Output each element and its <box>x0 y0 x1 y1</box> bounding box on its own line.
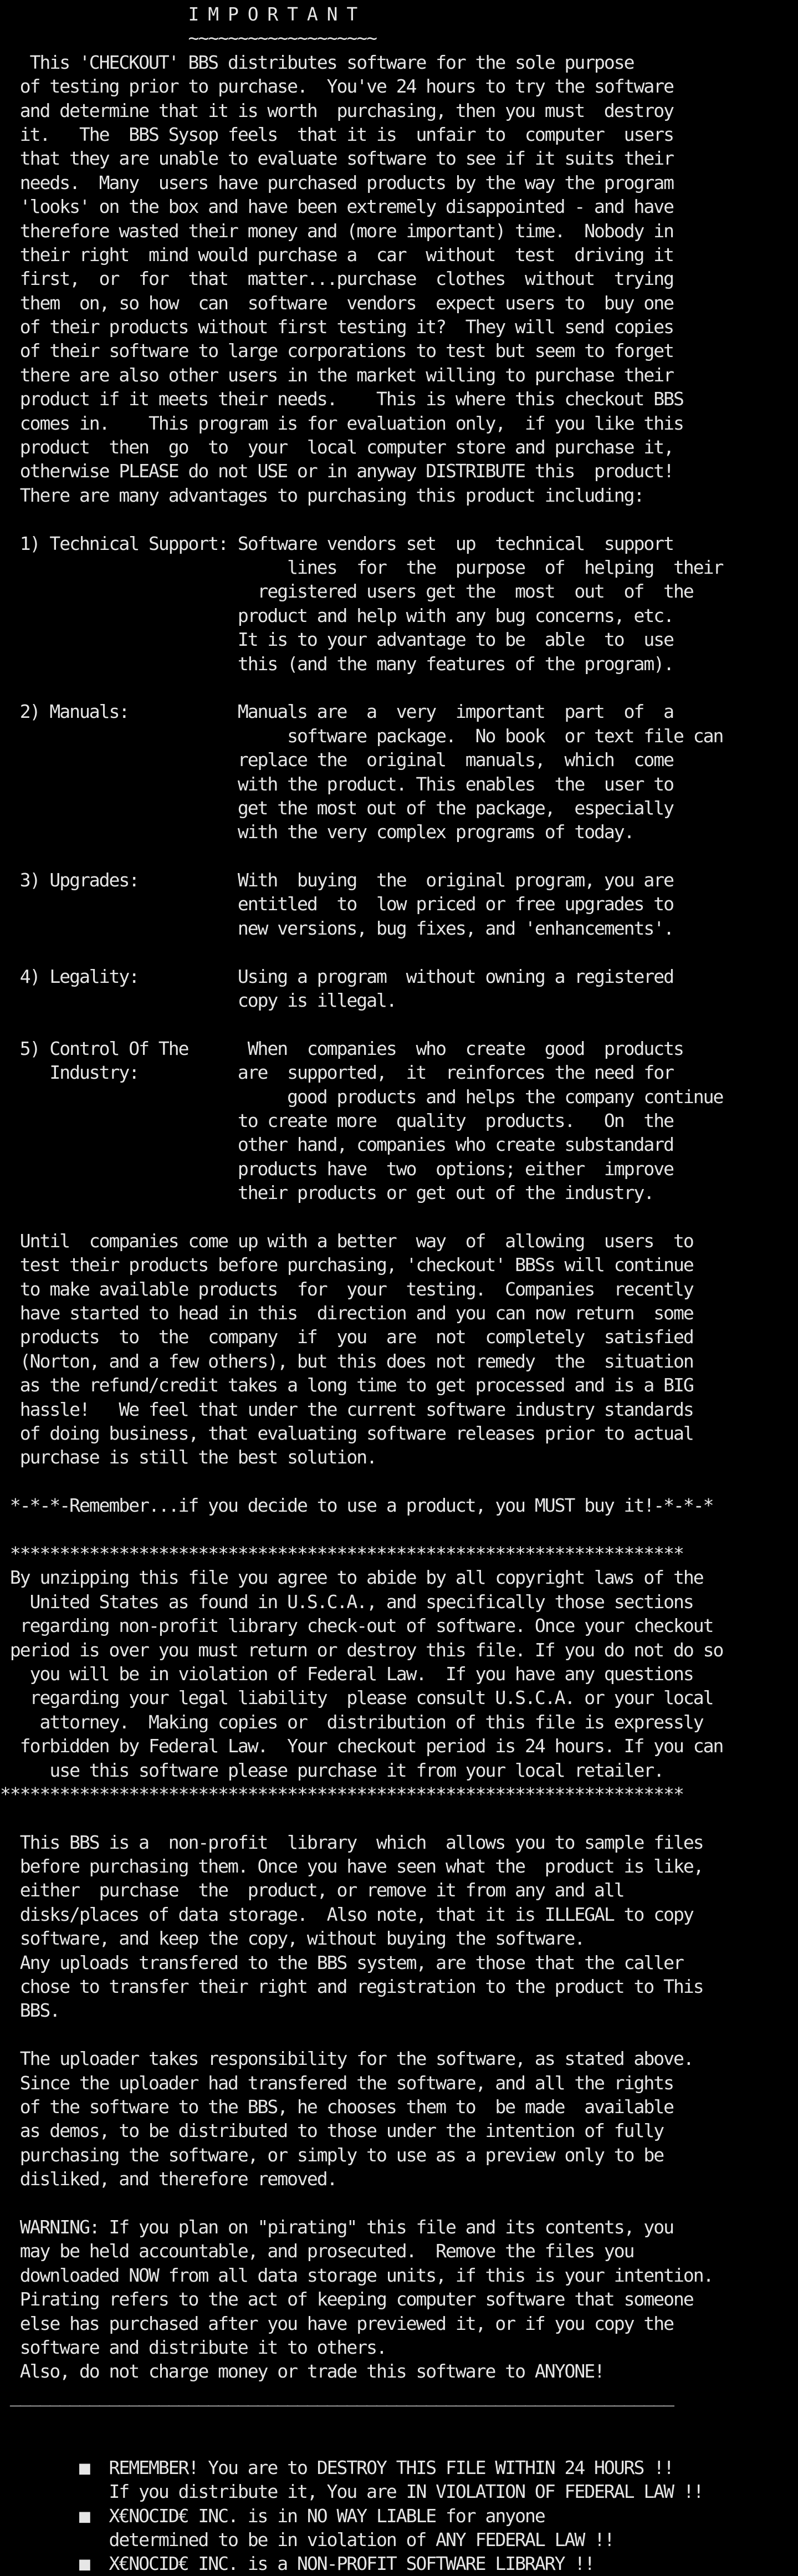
notice-line: to create more quality products. On the <box>0 1109 674 1131</box>
notice-line: (Norton, and a few others), but this does not remedy the situation <box>0 1350 693 1372</box>
notice-line: period is over you must return or destroy this file. If you do not do so <box>0 1639 723 1661</box>
notice-line: 4) Legality: Using a program without owning a registered <box>0 965 674 987</box>
notice-line: determined to be in violation of ANY FEDERAL LAW !! <box>0 2529 614 2551</box>
notice-line: This 'CHECKOUT' BBS distributes software for the sole purpose <box>0 51 634 73</box>
notice-line: get the most out of the package, especially <box>0 797 674 819</box>
notice-line: This BBS is a non-profit library which allows you to sample files <box>0 1831 703 1853</box>
notice-line: ******************************************************************** <box>0 1543 683 1564</box>
notice-line: of their products without first testing it? They will send copies <box>0 316 674 338</box>
notice-line: test their products before purchasing, 'checkout' BBSs will continue <box>0 1254 693 1276</box>
notice-line: ********************************************************************* <box>0 1783 683 1805</box>
notice-line: that they are unable to evaluate software to see if it suits their <box>0 147 674 170</box>
notice-line: purchasing the software, or simply to use as a preview only to be <box>0 2144 664 2166</box>
notice-line: chose to transfer their right and registration to the product to This <box>0 1976 703 1998</box>
notice-line: Any uploads transfered to the BBS system, are those that the caller <box>0 1951 683 1973</box>
notice-line <box>0 507 798 531</box>
notice-line: either purchase the product, or remove it from any and all <box>0 1879 624 1901</box>
notice-line: use this software please purchase it from your local retailer. <box>0 1759 664 1781</box>
notice-line: of doing business, that evaluating software releases prior to actual <box>0 1422 693 1445</box>
notice-line: as demos, to be distributed to those under the intention of fully <box>0 2120 664 2142</box>
notice-line: The uploader takes responsibility for the software, as stated above. <box>0 2048 693 2070</box>
notice-line: otherwise PLEASE do not USE or in anyway DISTRIBUTE this product! <box>0 460 674 482</box>
notice-line: them on, so how can software vendors expect users to buy one <box>0 292 674 314</box>
notice-line <box>0 2431 798 2455</box>
notice-line <box>0 1518 798 1542</box>
notice-line: 2) Manuals: Manuals are a very important part of a <box>0 701 674 723</box>
notice-line: By unzipping this file you agree to abide by all copyright laws of the <box>0 1567 703 1589</box>
notice-line: Also, do not charge money or trade this software to ANYONE! <box>0 2360 604 2383</box>
notice-line: replace the original manuals, which come <box>0 749 674 771</box>
notice-line: lines for the purpose of helping their <box>0 556 723 578</box>
notice-line: downloaded NOW from all data storage units, if this is your intention. <box>0 2264 713 2286</box>
notice-line: products have two options; either improve <box>0 1157 674 1180</box>
notice-line: product then go to your local computer store and purchase it, <box>0 436 674 458</box>
notice-line: of the software to the BBS, he chooses them to be made available <box>0 2095 674 2118</box>
notice-line: *-*-*-Remember...if you decide to use a product, you MUST buy it!-*-*-* <box>0 1494 713 1517</box>
notice-line: ■ X€NOCID€ INC. is a NON-PROFIT SOFTWARE LIBRARY !! <box>0 2553 595 2575</box>
notice-line: their products or get out of the industry. <box>0 1182 654 1204</box>
notice-line: with the product. This enables the user to <box>0 773 674 795</box>
notice-line: to make available products for your testing. Companies recently <box>0 1278 693 1300</box>
notice-line: their right mind would purchase a car without test driving it <box>0 243 674 266</box>
notice-line: hassle! We feel that under the current software industry standards <box>0 1398 693 1420</box>
notice-line: 3) Upgrades: With buying the original program, you are <box>0 869 674 891</box>
notice-line: entitled to low priced or free upgrades to <box>0 893 674 915</box>
notice-line <box>0 1470 798 1493</box>
notice-line: Until companies come up with a better way of allowing users to <box>0 1230 693 1252</box>
notice-line: have started to head in this direction and you can now return some <box>0 1302 693 1324</box>
notice-line: there are also other users in the market willing to purchase their <box>0 364 674 386</box>
notice-line: it. The BBS Sysop feels that it is unfair to computer users <box>0 123 674 145</box>
notice-line: WARNING: If you plan on "pirating" this file and its contents, you <box>0 2216 674 2238</box>
notice-line: registered users get the most out of the <box>0 580 693 603</box>
notice-line <box>0 844 798 868</box>
notice-line: disks/places of data storage. Also note, that it is ILLEGAL to copy <box>0 1903 693 1925</box>
notice-line <box>0 1806 798 1830</box>
notice-line: regarding non-profit library check-out of software. Once your checkout <box>0 1615 713 1637</box>
notice-line: forbidden by Federal Law. Your checkout period is 24 hours. If you can <box>0 1735 723 1757</box>
notice-line: regarding your legal liability please consult U.S.C.A. or your local <box>0 1687 713 1709</box>
notice-line: product and help with any bug concerns, etc. <box>0 604 674 626</box>
notice-line: as the refund/credit takes a long time to get processed and is a BIG <box>0 1374 693 1396</box>
notice-line: United States as found in U.S.C.A., and specifically those sections <box>0 1590 693 1613</box>
notice-line <box>0 940 798 964</box>
notice-line: ___________________________________________________________________ <box>0 2384 674 2406</box>
notice-line <box>0 2191 798 2215</box>
notice-line: ~~~~~~~~~~~~~~~~~~~ <box>0 27 376 49</box>
notice-line: needs. Many users have purchased products by the way the program <box>0 171 674 193</box>
notice-line: There are many advantages to purchasing this product including: <box>0 484 644 506</box>
notice-line: product if it meets their needs. This is where this checkout BBS <box>0 388 683 410</box>
bbs-notice-document <box>0 2 798 2575</box>
notice-line <box>0 2023 798 2047</box>
notice-line: disliked, and therefore removed. <box>0 2168 337 2190</box>
notice-line: Industry: are supported, it reinforces the need for <box>0 1062 674 1084</box>
notice-line: therefore wasted their money and (more important) time. Nobody in <box>0 220 674 242</box>
notice-line: may be held accountable, and prosecuted. Remove the files you <box>0 2240 634 2262</box>
notice-line: Pirating refers to the act of keeping computer software that someone <box>0 2288 693 2310</box>
notice-line: purchase is still the best solution. <box>0 1446 376 1468</box>
notice-line: software and distribute it to others. <box>0 2336 386 2358</box>
notice-line <box>0 2407 798 2431</box>
notice-line: good products and helps the company continue <box>0 1085 723 1108</box>
notice-line: with the very complex programs of today. <box>0 821 634 843</box>
notice-line: If you distribute it, You are IN VIOLATION OF FEDERAL LAW !! <box>0 2481 703 2503</box>
notice-line: BBS. <box>0 1999 60 2022</box>
notice-line: products to the company if you are not completely satisfied <box>0 1326 693 1348</box>
notice-line: this (and the many features of the program). <box>0 652 674 675</box>
notice-line: software, and keep the copy, without buying the software. <box>0 1927 585 1950</box>
notice-line: comes in. This program is for evaluation only, if you like this <box>0 412 683 434</box>
notice-line: 1) Technical Support: Software vendors set up technical support <box>0 532 674 554</box>
notice-line: first, or for that matter...purchase clothes without trying <box>0 268 674 290</box>
notice-line: new versions, bug fixes, and 'enhancements'. <box>0 917 674 939</box>
notice-line: and determine that it is worth purchasing, then you must destroy <box>0 99 674 121</box>
notice-line: attorney. Making copies or distribution of this file is expressly <box>0 1711 703 1733</box>
notice-line <box>0 1012 798 1036</box>
notice-line: before purchasing them. Once you have seen what the product is like, <box>0 1855 703 1878</box>
notice-line: 'looks' on the box and have been extremely disappointed - and have <box>0 196 674 218</box>
notice-line: Since the uploader had transfered the software, and all the rights <box>0 2072 674 2094</box>
notice-line: software package. No book or text file can <box>0 725 723 747</box>
notice-line <box>0 676 798 700</box>
notice-line: It is to your advantage to be able to use <box>0 629 674 651</box>
notice-title: I M P O R T A N T <box>0 3 357 25</box>
notice-line <box>0 1205 798 1229</box>
notice-line: copy is illegal. <box>0 989 396 1012</box>
notice-line: else has purchased after you have previewed it, or if you copy the <box>0 2312 674 2334</box>
notice-line: other hand, companies who create substandard <box>0 1134 674 1156</box>
notice-line: you will be in violation of Federal Law. If you have any questions <box>0 1662 693 1685</box>
notice-line: of testing prior to purchase. You've 24 hours to try the software <box>0 75 674 98</box>
notice-line: of their software to large corporations to test but seem to forget <box>0 340 674 362</box>
notice-line: ■ REMEMBER! You are to DESTROY THIS FILE WITHIN 24 HOURS !! <box>0 2456 674 2478</box>
notice-line: 5) Control Of The When companies who create good products <box>0 1037 683 1059</box>
notice-line: ■ X€NOCID€ INC. is in NO WAY LIABLE for anyone <box>0 2504 545 2527</box>
